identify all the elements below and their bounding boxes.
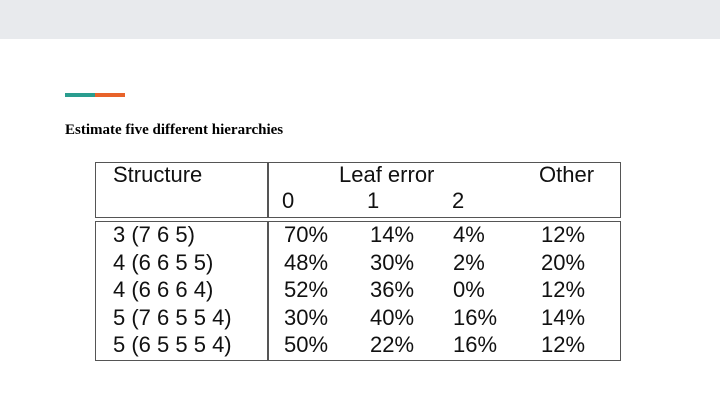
table-cell-leaf-1: 30% xyxy=(370,249,415,275)
header-leaf-2: 2 xyxy=(452,188,465,213)
table-cell-leaf-1: 14% xyxy=(370,222,415,247)
table-cell-leaf-2: 0% xyxy=(453,277,485,302)
table-cell-leaf-1: 36% xyxy=(370,277,415,302)
accent-line-orange xyxy=(95,93,125,97)
table-cell-leaf-0: 30% xyxy=(284,304,329,330)
table-cell-structure: 5 (7 6 5 5 4) xyxy=(113,304,232,330)
results-table xyxy=(95,162,621,361)
table-cell-leaf-0: 50% xyxy=(284,332,329,357)
slide-caption: Estimate five different hierarchies xyxy=(65,122,284,138)
body-divider xyxy=(267,221,269,361)
header-leaf-0: 0 xyxy=(282,188,295,213)
table-cell-leaf-2: 16% xyxy=(453,332,498,357)
table-cell-other: 14% xyxy=(541,304,586,330)
table-cell-structure: 5 (6 5 5 5 4) xyxy=(113,332,232,357)
table-cell-structure: 4 (6 6 5 5) xyxy=(113,249,214,275)
header-other: Other xyxy=(539,162,595,187)
table-cell-leaf-2: 4% xyxy=(453,222,485,247)
table-cell-leaf-1: 22% xyxy=(370,332,415,357)
table-cell-leaf-0: 70% xyxy=(284,222,329,247)
table-cell-other: 12% xyxy=(541,277,586,302)
accent-line-teal xyxy=(65,93,95,97)
table-cell-leaf-2: 2% xyxy=(453,249,485,275)
header-divider xyxy=(267,162,269,218)
table-cell-leaf-1: 40% xyxy=(370,304,415,330)
table-cell-other: 20% xyxy=(541,249,586,275)
table-cell-leaf-0: 52% xyxy=(284,277,329,302)
table-cell-other: 12% xyxy=(541,222,586,247)
table-cell-leaf-2: 16% xyxy=(453,304,498,330)
top-bar xyxy=(0,0,720,39)
header-leaf-error: Leaf error xyxy=(339,162,435,187)
header-leaf-1: 1 xyxy=(367,188,380,213)
table-cell-other: 12% xyxy=(541,332,586,357)
table-cell-structure: 3 (7 6 5) xyxy=(113,222,195,247)
table-cell-structure: 4 (6 6 6 4) xyxy=(113,277,214,302)
table-cell-leaf-0: 48% xyxy=(284,249,329,275)
header-structure: Structure xyxy=(113,162,203,187)
